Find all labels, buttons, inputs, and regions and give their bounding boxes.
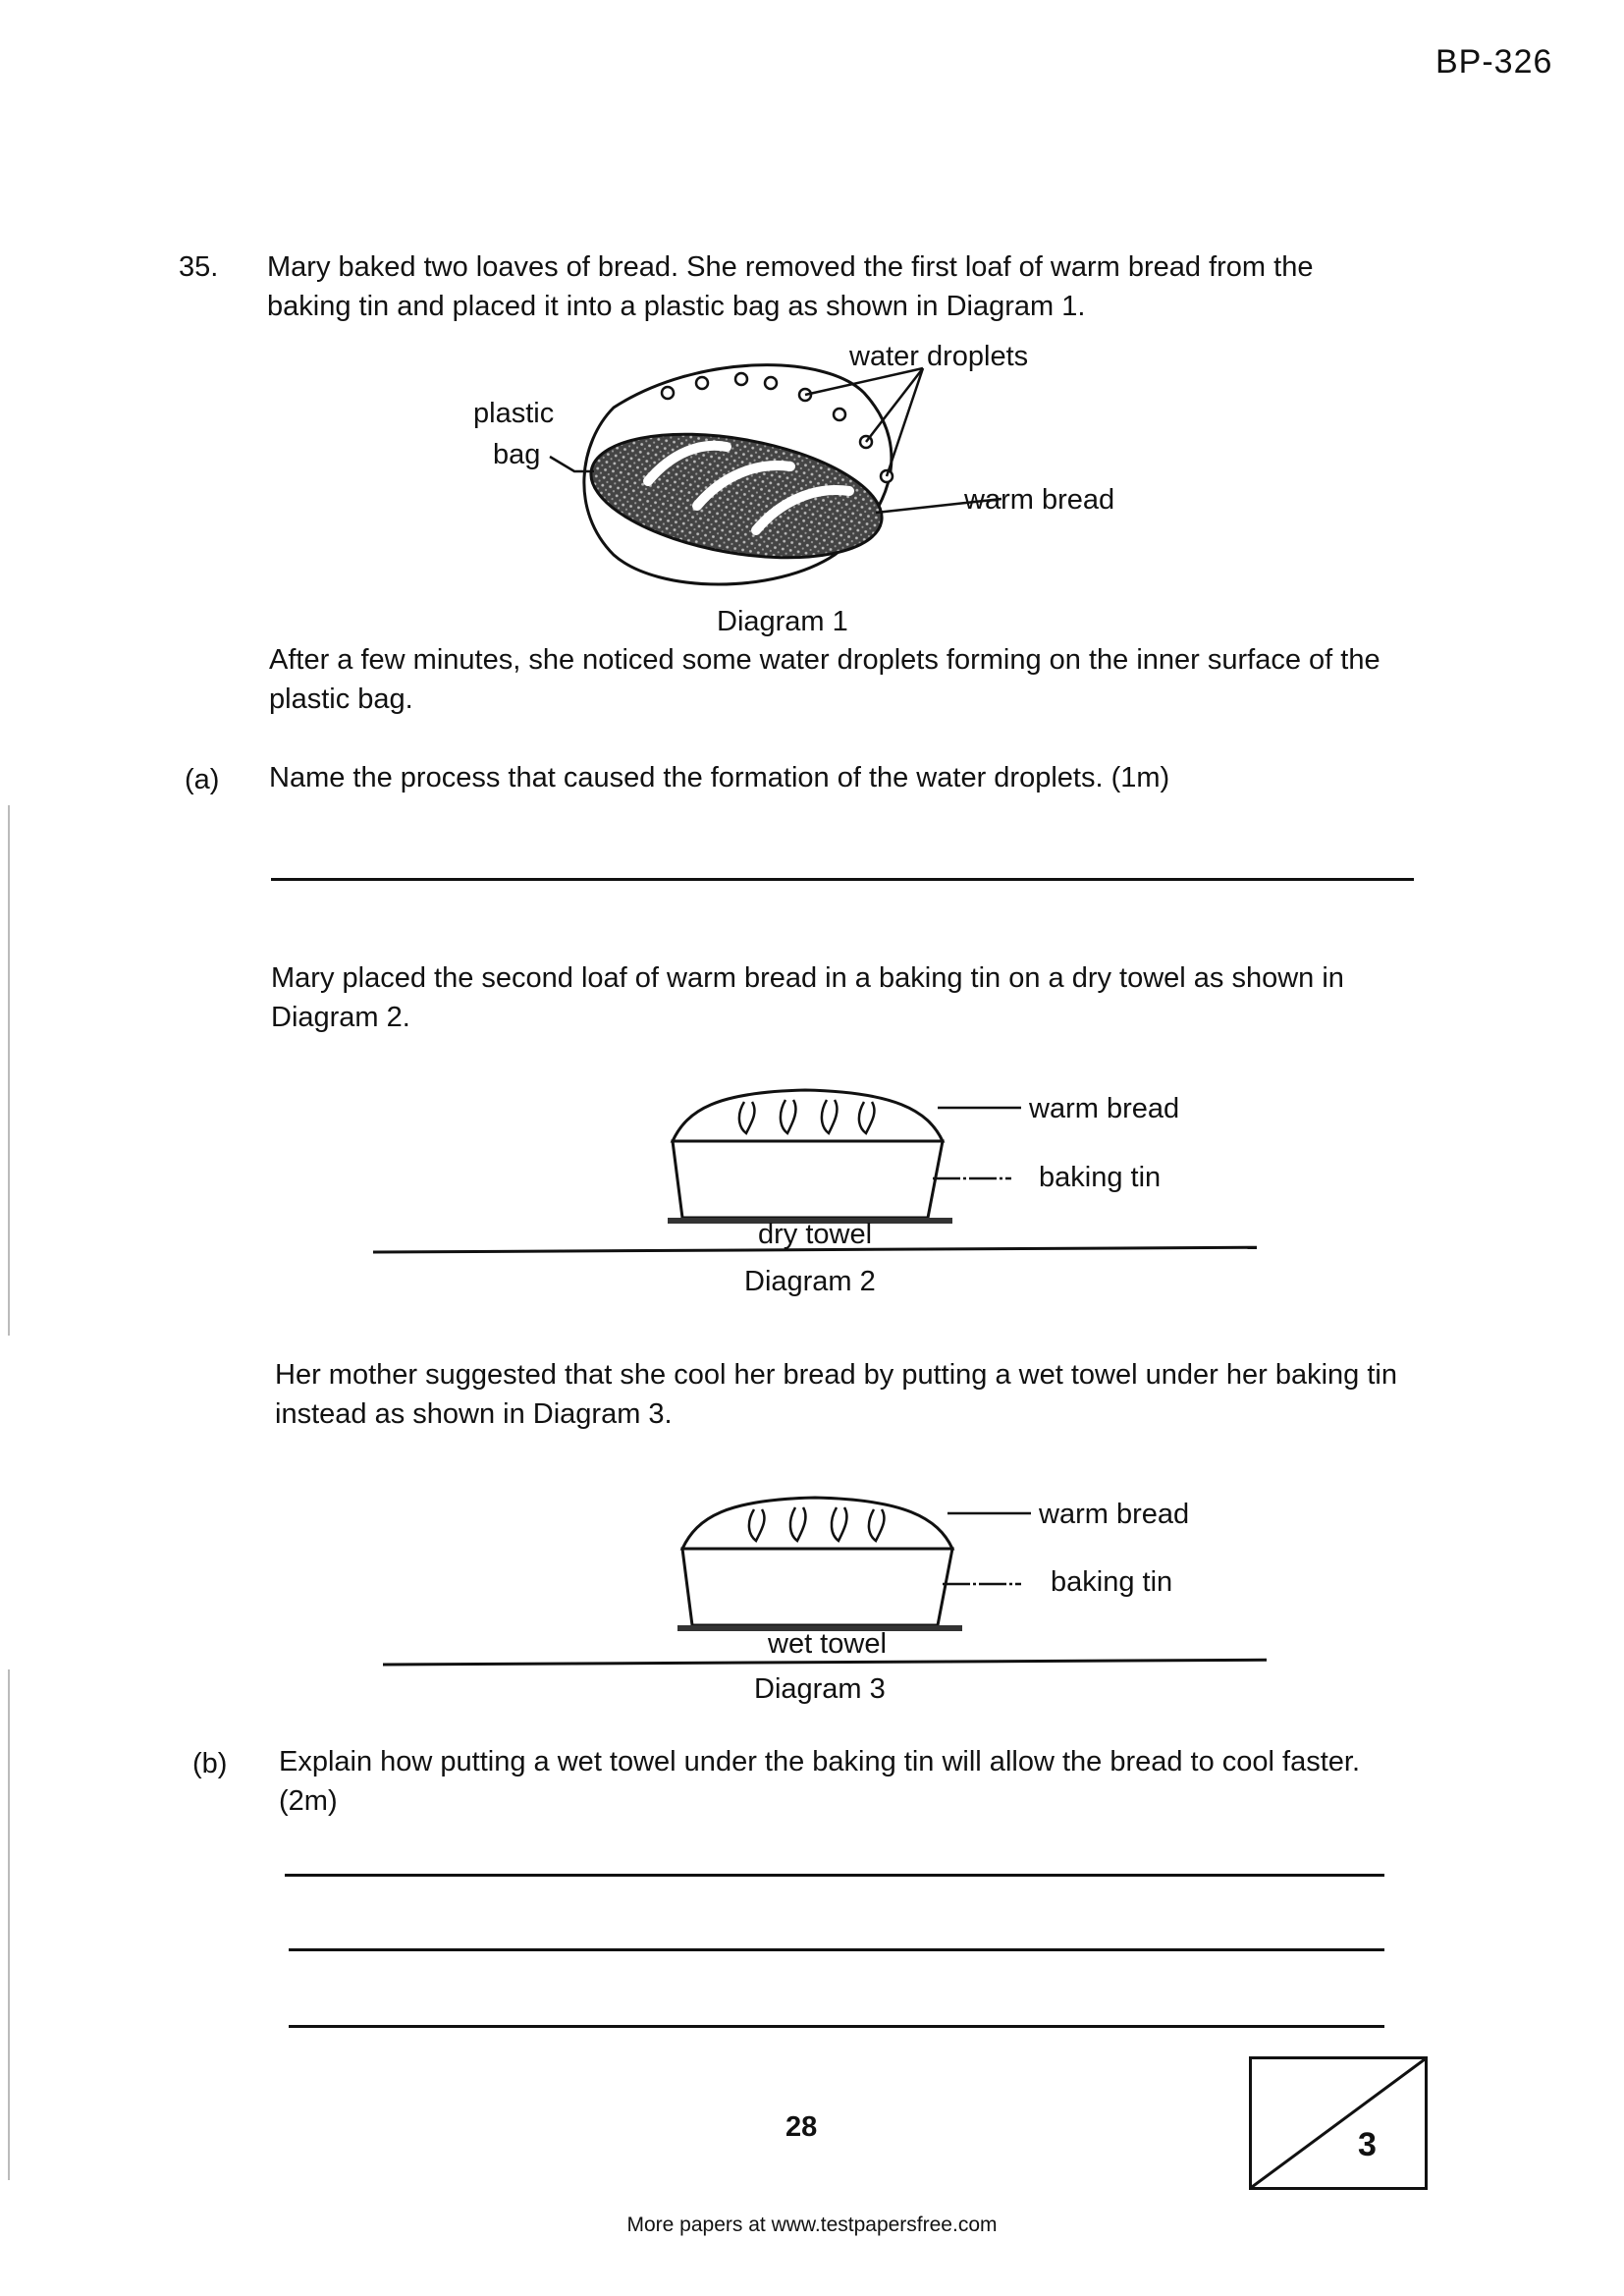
- diagram-1: [452, 334, 1159, 648]
- page-number: 28: [785, 2111, 818, 2143]
- footer-website: More papers at www.testpapersfree.com: [626, 2214, 998, 2236]
- diagram-3-intro: Her mother suggested that she cool her bread by putting a wet towel under her baking tin instead as shown in Diagram 3.: [275, 1359, 1397, 1430]
- answer-line-b2[interactable]: [289, 1948, 1384, 1951]
- scan-edge-mark: [8, 1669, 10, 2180]
- table-surface: [383, 1660, 1267, 1665]
- label-baking-tin-2: baking tin: [1039, 1162, 1162, 1193]
- part-a-label: (a): [185, 764, 220, 795]
- scan-edge-mark: [8, 805, 10, 1336]
- marks-box-diagonal: [1252, 2059, 1425, 2187]
- paper-code: BP-326: [1435, 43, 1553, 81]
- part-b-question: Explain how putting a wet towel under the baking tin will allow the bread to cool faster. (2m): [279, 1746, 1361, 1817]
- marks-box: [1249, 2056, 1428, 2190]
- baking-tin: [673, 1141, 943, 1218]
- part-b-label: (b): [192, 1748, 228, 1779]
- diagram-3: [383, 1478, 1267, 1714]
- label-plastic: plastic: [473, 398, 555, 429]
- diagram-1-caption: Diagram 1: [717, 606, 848, 637]
- answer-line-b3[interactable]: [289, 2025, 1384, 2028]
- diagram-2: [373, 1070, 1257, 1306]
- warm-bread-loaf: [581, 414, 892, 577]
- after-diagram-1-text: After a few minutes, she noticed some water droplets forming on the inner surface of the plastic bag.: [269, 644, 1380, 715]
- label-warm-bread-2: warm bread: [1029, 1093, 1180, 1124]
- warm-bread-top: [673, 1090, 943, 1141]
- label-baking-tin-3: baking tin: [1051, 1566, 1173, 1598]
- label-warm-bread-3: warm bread: [1039, 1499, 1190, 1530]
- diagram-2-caption: Diagram 2: [744, 1266, 876, 1297]
- diagram-3-caption: Diagram 3: [754, 1673, 886, 1705]
- marks-value: 3: [1358, 2126, 1377, 2163]
- warm-bread-top: [682, 1498, 952, 1549]
- label-bag: bag: [493, 439, 541, 470]
- label-warm-bread: warm bread: [964, 484, 1115, 516]
- label-dry-towel: dry towel: [758, 1219, 873, 1250]
- answer-line-b1[interactable]: [285, 1874, 1384, 1877]
- answer-line-a[interactable]: [271, 878, 1414, 881]
- part-a-question: Name the process that caused the formation of the water droplets. (1m): [269, 762, 1170, 793]
- question-intro: Mary baked two loaves of bread. She removed the first loaf of warm bread from the baking tin and placed it into a plastic bag as shown in Diagram 1.: [267, 251, 1314, 322]
- baking-tin: [682, 1549, 952, 1625]
- diagram-2-intro: Mary placed the second loaf of warm bread in a baking tin on a dry towel as shown in Diagram 2.: [271, 962, 1344, 1033]
- question-number: 35.: [179, 251, 219, 283]
- label-water-droplets: water droplets: [849, 341, 1029, 372]
- label-wet-towel: wet towel: [768, 1628, 887, 1660]
